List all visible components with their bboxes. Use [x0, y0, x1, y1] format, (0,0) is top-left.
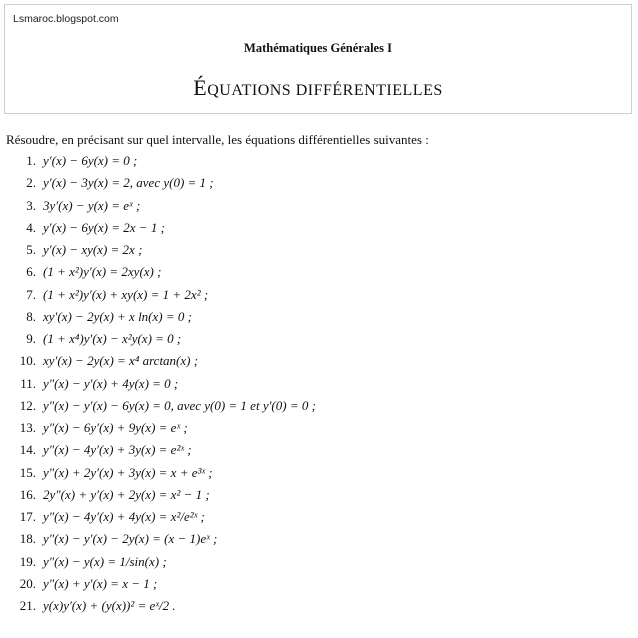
- equation-number: 21.: [19, 598, 36, 613]
- blog-url: Lsmaroc.blogspot.com: [13, 13, 119, 25]
- equation-number: 19.: [19, 553, 36, 569]
- equation-item: [0, 172, 630, 194]
- equation-number: 10.: [19, 353, 36, 369]
- equation-item: [0, 373, 630, 395]
- equation-item: [0, 328, 630, 350]
- document-title: [5, 75, 631, 101]
- equation-text: y′(x) − xy(x) = 2x ;: [43, 242, 143, 257]
- equation-item: [0, 462, 630, 484]
- equation-item: [0, 506, 630, 528]
- equation-number: 20.: [19, 575, 36, 591]
- title-rest: QUATIONS DIFFÉRENTIELLES: [207, 82, 443, 99]
- equation-number: 1.: [26, 153, 36, 168]
- equation-text: y′(x) − 6y(x) = 2x − 1 ;: [43, 219, 165, 235]
- equation-text: y″(x) − y(x) = 1/sin(x) ;: [43, 553, 167, 569]
- title-first-letter: É: [193, 75, 208, 100]
- equation-number: 4.: [26, 219, 36, 235]
- equation-number: 13.: [19, 420, 36, 435]
- equation-text: 2y″(x) + y′(x) + 2y(x) = x² − 1 ;: [43, 486, 210, 502]
- equation-text: y″(x) + y′(x) = x − 1 ;: [43, 575, 158, 591]
- equation-text: y″(x) − y′(x) − 2y(x) = (x − 1)eˣ ;: [43, 531, 218, 547]
- equation-text: y″(x) − 6y′(x) + 9y(x) = eˣ ;: [43, 420, 188, 435]
- equation-item: [0, 195, 630, 217]
- equation-text: y″(x) − 4y′(x) + 3y(x) = e²ˣ ;: [43, 442, 192, 458]
- equation-item: [0, 350, 630, 372]
- equation-text: y′(x) − 3y(x) = 2, avec y(0) = 1 ;: [43, 175, 214, 191]
- equation-number: 12.: [19, 397, 36, 413]
- equation-text: (1 + x²)y′(x) = 2xy(x) ;: [43, 264, 162, 280]
- equation-item: [0, 150, 630, 172]
- equation-item: [0, 306, 630, 328]
- equation-text: y″(x) + 2y′(x) + 3y(x) = x + e³ˣ ;: [43, 464, 213, 480]
- equation-number: 5.: [26, 242, 36, 257]
- equation-item: [0, 528, 630, 550]
- equation-text: y″(x) − y′(x) − 6y(x) = 0, avec y(0) = 1 et y′(0) = 0 ;: [43, 397, 316, 413]
- equation-text: (1 + x²)y′(x) + xy(x) = 1 + 2x² ;: [43, 286, 209, 302]
- header-box: [4, 4, 632, 114]
- equation-item: [0, 217, 630, 239]
- equation-number: 14.: [19, 442, 36, 458]
- equation-text: y″(x) − y′(x) + 4y(x) = 0 ;: [43, 375, 179, 391]
- equation-number: 6.: [26, 264, 36, 280]
- equation-number: 16.: [19, 486, 36, 502]
- equation-text: xy′(x) − 2y(x) = x⁴ arctan(x) ;: [43, 353, 199, 369]
- equation-text: y″(x) − 4y′(x) + 4y(x) = x²/e²ˣ ;: [43, 509, 205, 524]
- instruction-text: Résoudre, en précisant sur quel intervalle, les équations différentielles suivantes :: [6, 132, 429, 147]
- equation-item: [0, 261, 630, 283]
- equation-item: [0, 551, 630, 573]
- equation-item: [0, 484, 630, 506]
- equation-number: 3.: [26, 197, 36, 213]
- equation-number: 17.: [19, 509, 36, 524]
- equation-number: 2.: [26, 175, 36, 191]
- equation-text: (1 + x⁴)y′(x) − x²y(x) = 0 ;: [43, 331, 182, 346]
- equation-number: 15.: [19, 464, 36, 480]
- equation-item: [0, 284, 630, 306]
- equation-item: [0, 595, 630, 617]
- equation-number: 11.: [20, 375, 36, 391]
- equation-number: 7.: [26, 286, 36, 302]
- equation-item: [0, 439, 630, 461]
- equation-item: [0, 417, 630, 439]
- equation-number: 8.: [26, 308, 36, 324]
- equation-text: y(x)y′(x) + (y(x))² = eˣ/2 .: [43, 598, 176, 613]
- equation-item: [0, 573, 630, 595]
- equation-text: 3y′(x) − y(x) = eˣ ;: [43, 197, 141, 213]
- equation-number: 9.: [26, 331, 36, 346]
- course-subject: Mathématiques Générales I: [244, 41, 392, 55]
- equation-item: [0, 395, 630, 417]
- equation-number: 18.: [19, 531, 36, 547]
- equation-text: y′(x) − 6y(x) = 0 ;: [43, 153, 138, 168]
- equation-text: xy′(x) − 2y(x) + x ln(x) = 0 ;: [43, 308, 192, 324]
- equation-list: [0, 150, 630, 617]
- equation-item: [0, 239, 630, 261]
